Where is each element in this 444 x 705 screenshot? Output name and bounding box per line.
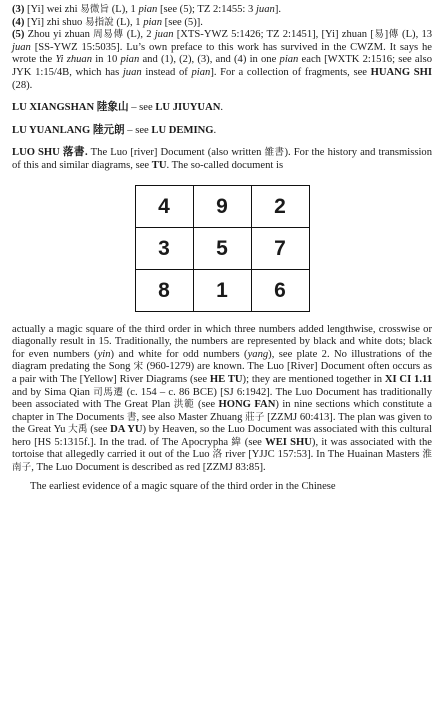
entry-head: LUO SHU 落書. [12, 147, 88, 159]
magic-cell: 5 [193, 227, 251, 269]
magic-cell: 1 [193, 269, 251, 311]
magic-square-figure [12, 185, 432, 312]
body-paragraph: actually a magic square of the third order in which three numbers added lengthwise, crosswise or diagonally result in 15. Traditionally, the numbers are represented by black and white dots; black for even numbers (yin) and white for odd numbers (yang), see plate 2. No illustrations of the diagram predating the Song 宋 (960-1279) are known. The Luo [River] Document often occurs as a pair with The [Yellow] River Diagrams (see HE TU); they are mentioned together in XI CI 1.11 and by Sima Qian 司馬遷 (c. 154 – c. 86 BCE) [SJ 6:1942]. The Luo Document has traditionally been associated with The Great Plan 洪範 (see HONG FAN) in nine sections which constitute a chapter in The Documents 書, see also Master Zhuang 莊子 [ZZMJ 60:413]. The plan was given to the Great Yu 大禹 (see DA YU) by Heaven, so the Luo Document was associated with this cultural hero [HS 5:1315f.]. In the trad. of The Apocrypha 緯 (see WEI SHU), it was associated with the tortoise that allegedly carried it out of the Luo 洛 river [YJJC 157:53]. In The Huainan Masters 淮南子, The Luo Document is described as red [ZZMJ 83:85]. [12, 323, 433, 474]
magic-cell: 3 [135, 227, 193, 269]
list-item-4: (4) [Yi] zhi shuo 易指說 (L), 1 pian [see (5)]. [12, 16, 203, 28]
entry-luo-shu: LUO SHU 落書. The Luo [river] Document (also written 雒書). For the history and transmission of this and similar diagrams, see TU. The so-called document is [12, 147, 433, 171]
magic-cell: 4 [135, 185, 193, 227]
magic-square [135, 185, 310, 312]
list-item-3: (3) [Yi] wei zhi 易微旨 (L), 1 pian [see (5); TZ 2:1455: 3 juan]. [12, 4, 282, 15]
entry-head: LU YUANLANG 陸元朗 [12, 124, 125, 136]
last-line: The earliest evidence of a magic square of the third order in the Chinese [30, 480, 336, 492]
entry-ref: – see LU DEMING. [124, 124, 217, 136]
list-item-5: (5) Zhou yi zhuan 周易傳 (L), 2 juan [XTS-YWZ 5:1426; TZ 2:1451], [Yi] zhuan [易]傳 (L), 13 juan [SS-YWZ 15:5035]. Lu’s own preface to this work has survived in the CWZM. It says he wrote the Yi zhuan in 10 pian and (1), (2), (3), and (4) in one pian each [WXTK 2:1516; see also JYK 1:15/4B, which has juan instead of pian]. For a collection of fragments, see HUANG SHI (28). [12, 29, 433, 91]
entry-lu-xiangshan [12, 102, 432, 115]
magic-cell: 2 [251, 185, 309, 227]
entry-head: LU XIANGSHAN 陸象山 [12, 102, 129, 114]
entry-ref: – see LU JIUYUAN. [128, 102, 224, 114]
entry-lu-yuanlang [12, 125, 432, 138]
magic-cell: 9 [193, 185, 251, 227]
magic-cell: 6 [251, 269, 309, 311]
magic-cell: 7 [251, 227, 309, 269]
document-page [12, 4, 432, 493]
magic-cell: 8 [135, 269, 193, 311]
